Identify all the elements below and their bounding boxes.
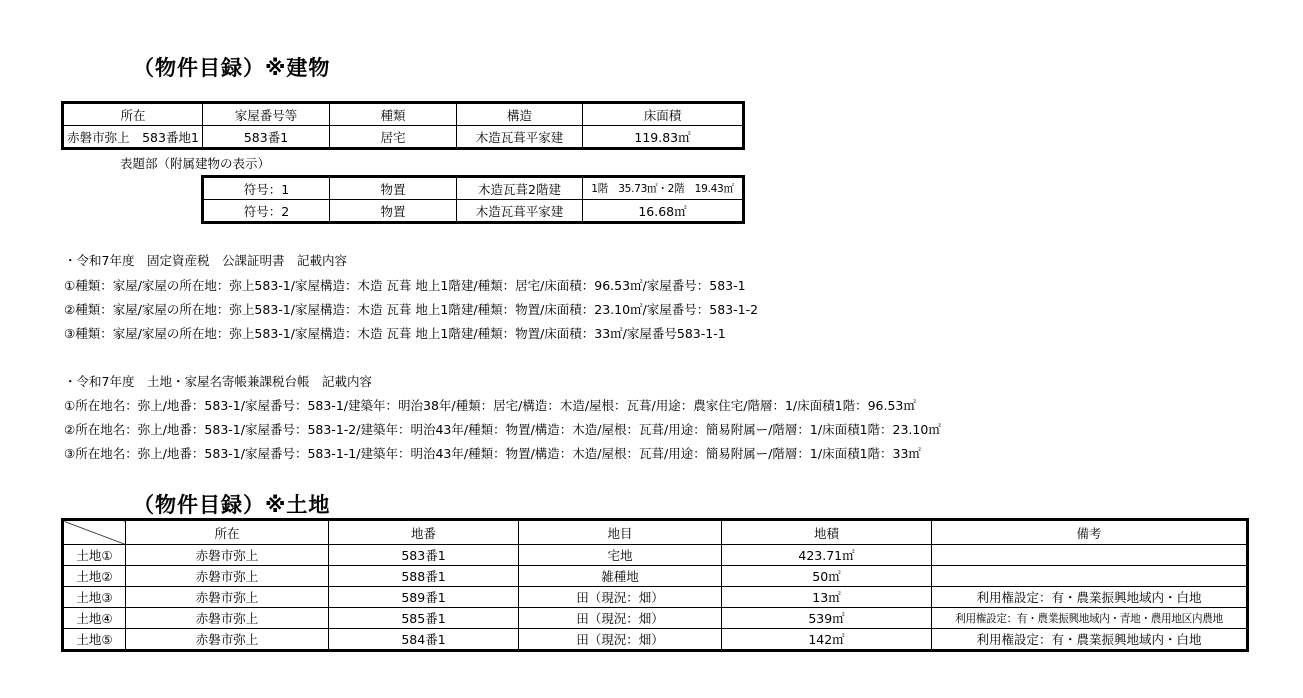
header-cell-remarks: 備考 — [932, 520, 1248, 545]
cell-area: 423.71㎡ — [722, 545, 932, 566]
header-cell-land-category: 地目 — [519, 520, 722, 545]
cell-structure: 木造瓦葺平家建 — [457, 126, 583, 149]
annex-row — [203, 177, 744, 200]
building-section-title: （物件目録）※建物 — [133, 56, 331, 80]
land-row — [63, 608, 1248, 629]
cell-house-number: 583番1 — [203, 126, 330, 149]
cell-land-id: 土地① — [63, 545, 126, 566]
tax-certificate-line: ③種類：家屋/家屋の所在地：弥上583-1/家屋構造：木造 瓦葺 地上1階建/種類：物置/床面積：33㎡/家屋番号583-1-1 — [64, 326, 726, 341]
cell-annex-code: 符号：1 — [203, 177, 330, 200]
header-cell-lot-number: 地番 — [329, 520, 519, 545]
tax-certificate-line: ①種類：家屋/家屋の所在地：弥上583-1/家屋構造：木造 瓦葺 地上1階建/種類：居宅/床面積：96.53㎡/家屋番号：583-1 — [64, 278, 746, 293]
cell-land-category: 田（現況：畑） — [519, 608, 722, 629]
header-cell-floor-area: 床面積 — [583, 103, 744, 126]
cell-location: 赤磐市弥上 — [126, 608, 329, 629]
cell-land-id: 土地④ — [63, 608, 126, 629]
cell-lot-number: 583番1 — [329, 545, 519, 566]
land-row — [63, 545, 1248, 566]
tax-certificate-heading: ・令和7年度 固定資産税 公課証明書 記載内容 — [64, 253, 347, 268]
tax-certificate-line: ②種類：家屋/家屋の所在地：弥上583-1/家屋構造：木造 瓦葺 地上1階建/種類：物置/床面積：23.10㎡/家屋番号：583-1-2 — [64, 302, 759, 317]
annex-label: 表題部（附属建物の表示） — [120, 156, 271, 171]
cell-location: 赤磐市弥上 — [126, 545, 329, 566]
cell-area: 50㎡ — [722, 566, 932, 587]
tax-ledger-heading: ・令和7年度 土地・家屋名寄帳兼課税台帳 記載内容 — [64, 374, 372, 389]
cell-land-id: 土地⑤ — [63, 629, 126, 651]
building-data-row — [63, 126, 744, 149]
cell-lot-number: 585番1 — [329, 608, 519, 629]
cell-area: 539㎡ — [722, 608, 932, 629]
cell-land-category: 宅地 — [519, 545, 722, 566]
cell-floor-area: 119.83㎡ — [583, 126, 744, 149]
header-cell-location: 所在 — [63, 103, 203, 126]
cell-location: 赤磐市弥上 — [126, 629, 329, 651]
cell-lot-number: 588番1 — [329, 566, 519, 587]
cell-annex-floor-area: 1階 35.73㎡・2階 19.43㎡ — [583, 177, 744, 200]
cell-land-category: 雑種地 — [519, 566, 722, 587]
cell-remarks: 利用権設定：有・農業振興地域内・白地 — [932, 629, 1248, 651]
land-row — [63, 629, 1248, 651]
cell-location: 赤磐市弥上 — [126, 566, 329, 587]
cell-land-id: 土地② — [63, 566, 126, 587]
tax-ledger-line: ③所在地名：弥上/地番：583-1/家屋番号：583-1-1/建築年：明治43年/種類：物置/構造：木造/屋根：瓦葺/用途：簡易附属ー/階層：1/床面積1階：33㎡ — [64, 446, 921, 461]
land-row — [63, 587, 1248, 608]
cell-remarks: 利用権設定：有・農業振興地域内・白地 — [932, 587, 1248, 608]
cell-annex-floor-area: 16.68㎡ — [583, 200, 744, 223]
cell-area: 142㎡ — [722, 629, 932, 651]
cell-annex-structure: 木造瓦葺平家建 — [457, 200, 583, 223]
annex-table — [201, 175, 745, 224]
cell-annex-code: 符号：2 — [203, 200, 330, 223]
cell-area: 13㎡ — [722, 587, 932, 608]
header-cell-area: 地積 — [722, 520, 932, 545]
annex-row — [203, 200, 744, 223]
cell-annex-type: 物置 — [330, 177, 457, 200]
header-cell-house-number: 家屋番号等 — [203, 103, 330, 126]
cell-lot-number: 589番1 — [329, 587, 519, 608]
tax-ledger-line: ①所在地名：弥上/地番：583-1/家屋番号：583-1/建築年：明治38年/種類：居宅/構造：木造/屋根：瓦葺/用途：農家住宅/階層：1/床面積1階：96.53㎡ — [64, 398, 916, 413]
header-diagonal-cell — [63, 520, 126, 545]
header-cell-structure: 構造 — [457, 103, 583, 126]
cell-annex-structure: 木造瓦葺2階建 — [457, 177, 583, 200]
cell-land-id: 土地③ — [63, 587, 126, 608]
cell-location: 赤磐市弥上 583番地1 — [63, 126, 203, 149]
cell-remarks: 利用権設定：有・農業振興地域内・青地・農用地区内農地 — [932, 608, 1248, 629]
header-cell-location: 所在 — [126, 520, 329, 545]
land-header-row — [63, 520, 1248, 545]
cell-lot-number: 584番1 — [329, 629, 519, 651]
cell-land-category: 田（現況：畑） — [519, 629, 722, 651]
land-table — [61, 518, 1249, 652]
cell-location: 赤磐市弥上 — [126, 587, 329, 608]
building-header-row — [63, 103, 744, 126]
cell-annex-type: 物置 — [330, 200, 457, 223]
building-table — [61, 101, 745, 150]
header-cell-type: 種類 — [330, 103, 457, 126]
cell-remarks — [932, 545, 1248, 566]
land-section-title: （物件目録）※土地 — [133, 493, 331, 517]
cell-land-category: 田（現況：畑） — [519, 587, 722, 608]
land-row — [63, 566, 1248, 587]
cell-remarks — [932, 566, 1248, 587]
cell-type: 居宅 — [330, 126, 457, 149]
tax-ledger-line: ②所在地名：弥上/地番：583-1/家屋番号：583-1-2/建築年：明治43年/種類：物置/構造：木造/屋根：瓦葺/用途：簡易附属ー/階層：1/床面積1階：23.10㎡ — [64, 422, 941, 437]
